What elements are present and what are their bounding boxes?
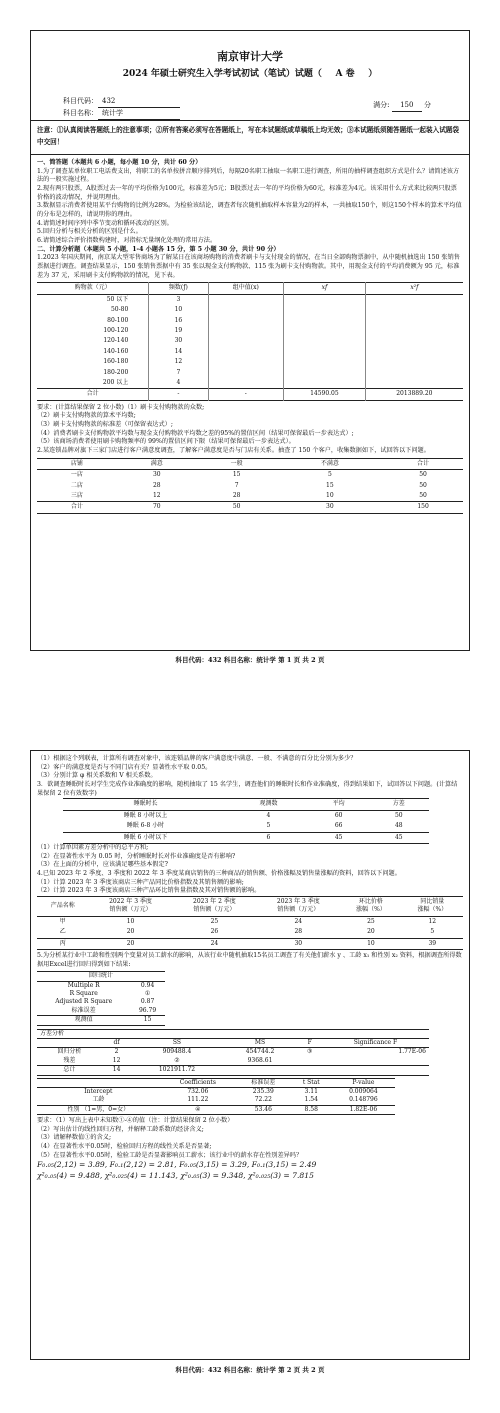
table-row: 回归分析 2 909488.4 454744.2 ③ 1.77E-06 [57, 1048, 426, 1056]
table-row: 乙 20 26 28 20 5 [59, 928, 435, 936]
f-critical-values: F₀.₀₅(2,12) = 3.89, F₀.₁(2,12) = 2.81, F₀.₀₅(3,15) = 3.29, F₀.₁(3,15) = 2.49 [37, 1160, 317, 1170]
exam-page-2 [30, 750, 470, 1360]
sales-table: 产品名称 2022 年 3 季度 销售额（万元） 2023 年 2 季度 销售额（万元） 2023 年 3 季度 销售额（万元） 环比价格 涨幅（%） 同比销量 涨幅（%） 甲 10 25 24 25 12 乙 20 26 28 20 5 丙 20 24 30 10 39 [37, 896, 463, 950]
table-row: 观测值 15 [37, 1016, 165, 1025]
p2-q3-intro: 3．欲调查睡眠时长对学生完成作业准确度的影响，随机抽取了 15 名学生，调查他们的睡眠时长和作业准确度，得到结果如下，试回答以下问题。(计算结果保留 2 位有效数字) [37, 781, 458, 797]
table-row: 甲 10 25 24 25 12 [59, 917, 437, 925]
table-row: 100-120 19 [37, 326, 463, 336]
p2-q2-intro: 2.某连锁品牌对旗下三家门店进行客户满意度调查，了解客户满意度是否与门店有关系。抽查了 150 个客户，收集数据如下，试回答以下问题。 [37, 447, 430, 455]
table-row: R Square ① [69, 990, 151, 998]
header-box [30, 30, 470, 121]
p2-q5-intro: 5.为分析某行业中工龄和性别两个变量对员工薪水的影响，从该行业中随机抽取15名员工调查了有关他们薪水 y 、工龄 x₁ 和性别 x₂ 资料，根据调查所得数据用Excel进行回归得到如下结果: [37, 951, 462, 968]
table-row: 丙 20 24 30 10 39 [37, 938, 463, 949]
table-row: 性别 （1=男，0=女） ④ 53.46 8.58 1.82E-06 [37, 1105, 395, 1114]
table-row: 工龄 111.22 72.22 1.54 0.148796 [92, 1096, 378, 1104]
regression-stats-table: 回归统计 Multiple R 0.94 R Square ① Adjusted R Square 0.87 标准误差 96.79 观测值 15 [37, 971, 165, 1025]
table-row: 三店 12 28 10 50 [70, 491, 427, 499]
table-row: 一店 30 15 5 50 [70, 471, 427, 479]
table-row: 160-180 12 [37, 357, 463, 367]
table-row: 残差 12 ② 9368.61 [63, 1056, 273, 1064]
card-payment-table: 购物款（元） 频数(ƒ) 组中值(x) xf x²f 50 以下 3 50-80 10 80-100 16 100-120 19 120-140 30 140-160 14 160-180 12 180-200 7 200 以上 4 合计 - - 14590.05 2013889.20 [37, 282, 463, 400]
table-row: 二店 28 7 15 50 [70, 481, 427, 489]
p1-q4: 4.请简述时间序列中季节变动和循环波动的区别。 [37, 219, 173, 227]
table-row: 140-160 14 [37, 347, 463, 357]
table-row: 120-140 30 [37, 336, 463, 346]
p1-q1: 1.为了调查某单位职工电话费支出，将职工的名单按拼音顺序排列后，每隔20名职工抽取一名职工进行调查，所用的抽样调查组织方式是什么？请简述该方法的一般实施过程。 [37, 167, 460, 184]
part1-title: 一、简答题（本题共 6 小题，每小题 10 分，共计 60 分） [37, 159, 202, 166]
p2-q4-intro: 4.已知 2023 年 2 季度、3 季度和 2022 年 3 季度某商店销售的三种商品的销售额、价格涨幅及销售量涨幅的资料，回答以下问题。 [37, 869, 401, 877]
table-row: 50 以下 3 [37, 294, 463, 305]
subject-name: 科目名称： 统计学 [63, 109, 180, 120]
table-row: 180-200 7 [37, 368, 463, 378]
table-row: 总计 14 1021911.72 [37, 1066, 429, 1075]
paper-version: A 卷 [335, 69, 355, 80]
full-score: 满分: 150 分 [373, 101, 431, 112]
university-name: 南京审计大学 [217, 50, 283, 63]
page1-footer: 科目代码：432 科目名称：统计学 第 1 页 共 2 页 [175, 656, 325, 664]
coefficient-table: Coefficients 标准误差 t Stat P-value Intercept 732.06 235.39 3.11 0.009064 工龄 111.22 72.22 1.54 0.148796 性别 （1=男，0=女） ④ 53.46 8.58 1.82E-06 [37, 1078, 395, 1116]
table-row: 标准误差 96.79 [71, 1006, 157, 1014]
anova-table: 方差分析 df SS MS F Significance F 回归分析 2 909488.4 454744.2 ③ 1.77E-06 残差 12 ② 9368.61 总计 14 1021911.72 [37, 1029, 429, 1076]
p1-q5: 5.回归分析与相关分析的区别是什么。 [37, 228, 142, 236]
table-row: Adjusted R Square 0.87 [55, 998, 155, 1006]
table-row: 200 以上 4 [37, 378, 463, 389]
p1-q6: 6.请简述综合评价指数构建时，对指标无量纲化处理的常用方法。 [37, 237, 217, 245]
chi-critical-values: χ²₀.₀₅(4) = 9.488, χ²₀.₀₂₅(4) = 11.143, χ²₀.₀₅(3) = 9.348, χ²₀.₀₂₅(3) = 7.815 [37, 1171, 314, 1181]
table-row: 50-80 10 [37, 305, 463, 315]
p2-q1-intro: 1.2023 年国庆期间，南京某大型零售商场为了解某日在该商场购物的消费者刷卡与支付现金的情况，在当日全部购物票据中，从中随机抽选出 150 张销售票据进行调查。调查结果显示，150 张销售票据中有 35 张以现金支付购物款、115 张为刷卡支付购物款。其中，用现金支付的平均消费额为 95 元，标准差为 37 元，采用刷卡支付购物款的情况，见下表。 [37, 254, 460, 279]
table-row: 睡眠 6 小时以下 6 45 45 [63, 832, 429, 843]
satisfaction-table: 店铺 满意 一般 不满意 合计 一店 30 15 5 50 二店 28 7 15 50 三店 12 28 10 50 合计 70 50 30 150 [37, 458, 463, 514]
part2-title: 二、计算分析题（本题共 5 小题，1-4 小题各 15 分，第 5 小题 30 分，共计 90 分） [37, 245, 280, 253]
exam-title: 2024 年硕士研究生入学考试初试（笔试）试题（ A 卷 ） [122, 69, 378, 80]
table-row: 睡眠 6-8 小时 5 66 48 [126, 822, 403, 830]
table-row: 睡眠 8 小时以上 4 60 50 [123, 811, 403, 819]
exam-page-1 [30, 30, 470, 651]
p1-q2: 2.现有两只股票，A股票过去一年的平均价格为100元，标准差为5元；B股票过去一年的平均价格为60元，标准差为4元。该采用什么方式来比较两只股票价格的波动情况，并说明理由。 [37, 185, 457, 201]
subject-code: 科目代码： 432 [63, 97, 180, 108]
p1-q3: 3.数据显示消费者使用某平台购物的比例为28%。为检验该结论，调查者每次随机抽取样本容量为2的样本，一共抽取150个，则这150个样本的算术平均值的分布是怎样的，请说明你的理由。 [37, 202, 462, 219]
page1-content: 一、简答题（本题共 6 小题，每小题 10 分，共计 60 分） 1.为了调查某单位职工电话费支出，将职工的名单按拼音顺序排列后，每隔20名职工抽取一名职工进行调查，所用的抽样调查组织方式是什么？请简述该方法的一般实施过程。 2.现有两只股票，A股票过去一年的平均价格为100元，标准差为5元；B股票过去一年的平均价格为60元，标准差为4元。该采用什么方式来比较两只股票价格的波动情况，并说明理由。 3.数据显示消费者使用某平台购物的比例为28%。为检验该结论，调查者每次随机抽取样本容量为2的样本，一共抽取150个，则这150个样本的算术平均值的分布是怎样的，请说明你的理由。 4.请简述时间序列中季节变动和循环波动的区别。 5.回归分析与相关分析的区别是什么。 6.请简述综合评价指数构建时，对指标无量纲化处理的常用方法。 二、计算分析题（本题共 5 小题，1-4 小题各 15 分，第 5 小题 30 分，共计 90 分） 1.2023 年国庆期间，南京某大型零售商场为了解某日在该商场购物的消费者刷卡与支付现金的情况，在当日全部购物票据中，从中随机抽选出 150 张销售票据进行调查。调查结果显示，150 张销售票据中有 35 张以现金支付购物款、115 张为刷卡支付购物款。其中，用现金支付的平均消费额为 95 元，标准差为 37 元，采用刷卡支付购物款的情况，见下表。 购物款（元） 频数(ƒ) 组中值(x) xf x²f 50 以下 3 50-80 10 80-100 16 100-120 19 120-140 30 140-160 14 160-180 12 180-200 7 200 以上 4 合计 - - 14590.05 2013889.20 要求：(计算结果保留 2 位小数)（1）刷卡支付购物款的众数; （2）刷卡支付购物款的算术平均数; （3）刷卡支付购物款的标准差（可保留表达式）; （4）消费者刷卡支付购物款平均数与现金支付购物款平均数之差的95%的置信区间（结果可保留最后一步表达式）; （5）该商场消费者使用刷卡购物频率的 99%的置信区间下限（结果可保留最后一步表达式）。 2.某连锁品牌对旗下三家门店进行客户满意度调查，了解客户满意度是否与门店有关系。抽查了 150 个客户，收集数据如下，试回答以下问题。 店铺 满意 一般 不满意 合计 一店 30 15 5 50 二店 28 7 15 50 三店 12 28 10 50 合计 70 50 30 150 [30, 154, 470, 651]
table-row: 80-100 16 [37, 316, 463, 326]
table-row: Intercept 732.06 235.39 3.11 0.009064 [84, 1087, 378, 1095]
exam-notice: 注意：①认真阅读答题纸上的注意事项；②所有答案必须写在答题纸上，写在本试题纸或草稿纸上均无效；③本试题纸须随答题纸一起装入试题袋中交回！ [30, 120, 470, 154]
table-row: 合计 70 50 30 150 [37, 502, 463, 513]
table-row: Multiple R 0.94 [67, 981, 155, 989]
page2-content: （1）根据这个列联表，计算所有调查对象中，该连锁品牌的客户满意度中满意、一般、不满意的百分比分别为多少？ （2）客户的满意度是否与不同门店有关？显著性水平取 0.05。 （3）分别计算 φ 相关系数和 V 相关系数。 3．欲调查睡眠时长对学生完成作业准确度的影响，随机抽取了 15 名学生，调查他们的睡眠时长和作业准确度，得到结果如下，试回答以下问题。(计算结果保留 2 位有效数字) 睡眠时长 观测数 平均 方差 睡眠 8 小时以上 4 60 50 睡眠 6-8 小时 5 66 48 睡眠 6 小时以下 6 45 45 （1）计算单因素方差分析中的总平方和; （2）在显著性水平为 0.05 时，分析睡眠时长对作业准确度是否有影响? （3）在上面的分析中，应该满足哪些基本假定? 4.已知 2023 年 2 季度、3 季度和 2022 年 3 季度某商店销售的三种商品的销售额、价格涨幅及销售量涨幅的资料，回答以下问题。 （1）计算 2023 年 3 季度该商店三种产品同比价格指数及其销售额的影响; （2）计算 2023 年 3 季度该商店三种产品环比销售量指数及其对销售额的影响。 产品名称 2022 年 3 季度 销售额（万元） 2023 年 2 季度 销售额（万元） 2023 年 3 季度 销售额（万元） 环比价格 涨幅（%） 同比销量 涨幅（%） 甲 10 25 24 25 12 乙 20 26 28 20 5 丙 20 24 30 10 39 5.为分析某行业中工龄和性别两个变量对员工薪水的影响，从该行业中随机抽取15名员工调查了有关他们薪水 y 、工龄 x₁ 和性别 x₂ 资料，根据调查所得数据用Excel进行回归得到如下结果: 回归统计 Multiple R 0.94 R Square ① Adjusted R Square 0.87 标准误差 96.79 观测值 15 方差分析 df SS MS F Significance F 回归分析 2 909488.4 454744.2 ③ 1.77E-06 残差 12 ② 9368.61 总计 14 1021911.72 Coefficients 标准误差 t Stat P-value Intercept 732.06 235.39 3.11 0.009064 工龄 111.22 72.22 1.54 0.148796 性别 （1=男，0=女） ④ 53.46 8.58 1.82E-06 要求：（1）写出上表中未知数①-④的值（注：计算结果保留 2 位小数） （2）写出估计的线性回归方程，并解释工龄系数的经济含义; （3）请解释数值①的含义; （4）在显著性水平0.05时，检验回归方程的线性关系是否显著; （5）在显著性水平0.05时，检验工龄是否显著影响员工薪水；该行业中的薪水存在性别差异吗？ F₀.₀₅(2,12) = 3.89, F₀.₁(2,12) = 2.81, F₀.₀₅(3,15) = 3.29, F₀.₁(3,15) = 2.49 χ²₀.₀₅(4) = 9.488, χ²₀.₀₂₅(4) = 11.143, χ²₀.₀₅(3) = 9.348, χ²₀.₀₂₅(3) = 7.815 [30, 750, 470, 1360]
page2-footer: 科目代码：432 科目名称：统计学 第 2 页 共 2 页 [175, 1366, 325, 1374]
sleep-table: 睡眠时长 观测数 平均 方差 睡眠 8 小时以上 4 60 50 睡眠 6-8 小时 5 66 48 睡眠 6 小时以下 6 45 45 [63, 798, 429, 844]
